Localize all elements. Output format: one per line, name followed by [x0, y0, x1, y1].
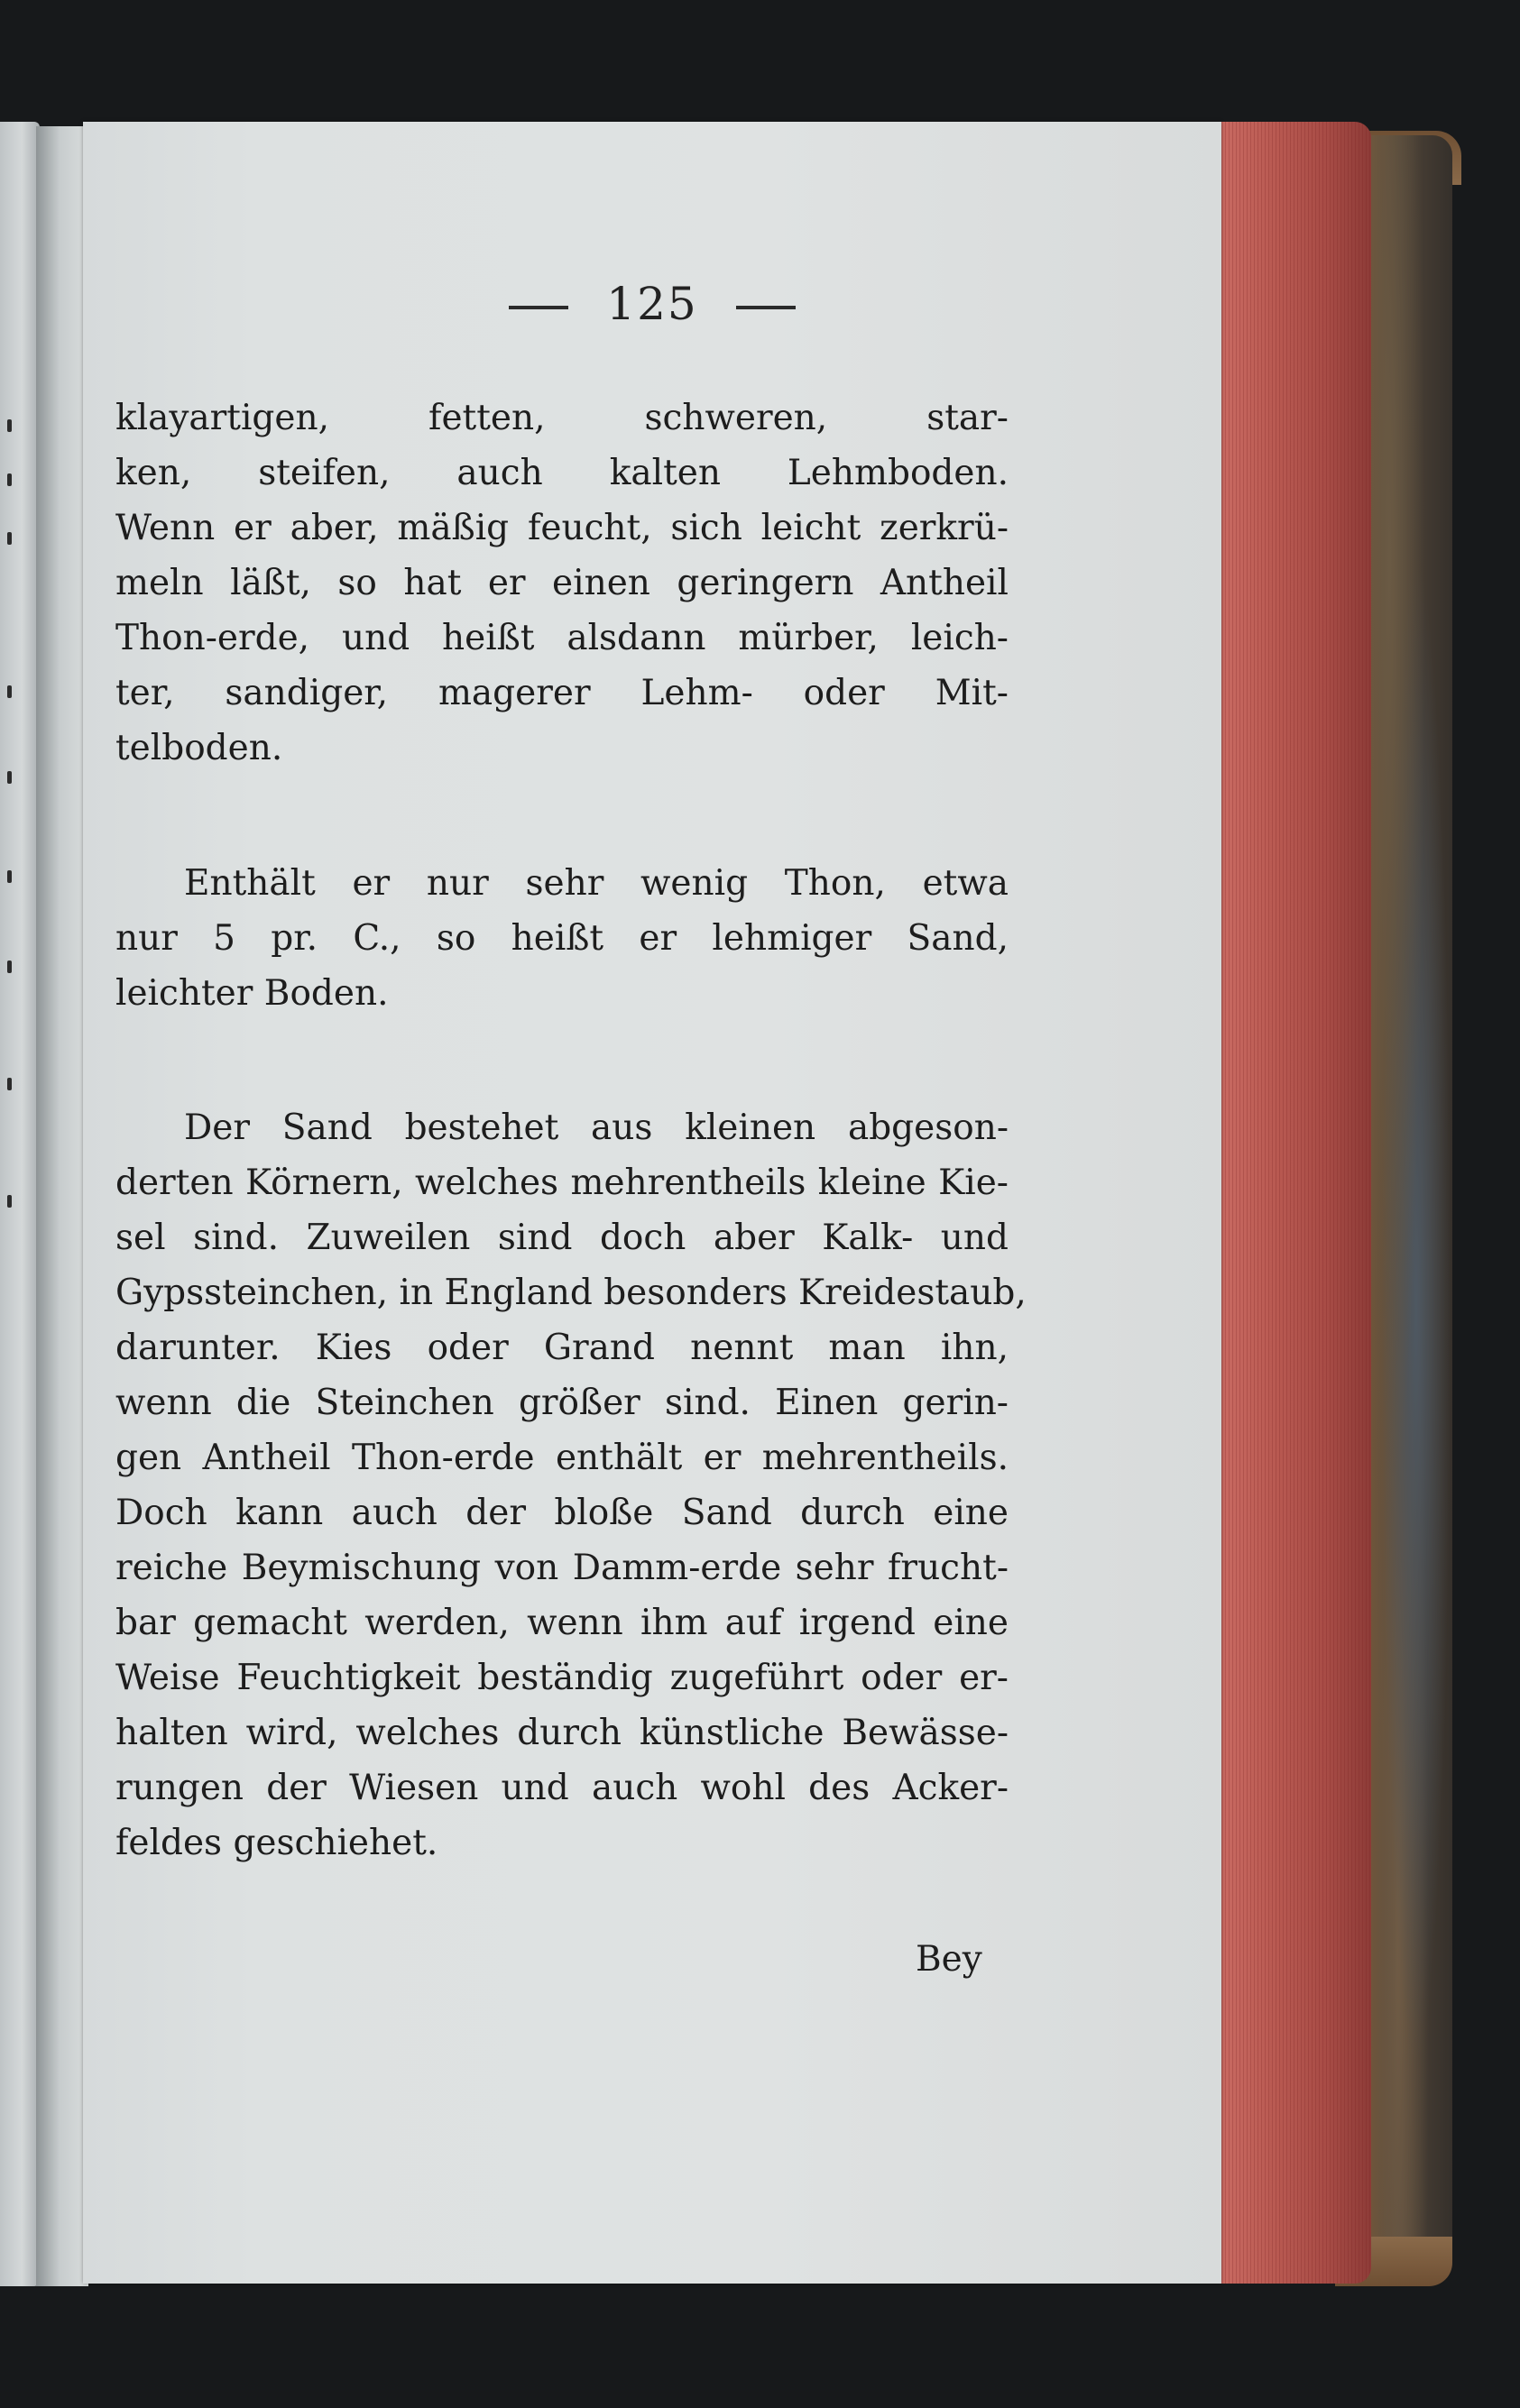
text-line: Gypssteinchen, in England besonders Kreidestaub, — [115, 1273, 1027, 1313]
ink-mark — [7, 419, 12, 432]
text-line: Thon-erde, und heißt alsdann mürber, leich- — [115, 618, 1009, 658]
previous-page-edge — [0, 122, 40, 2286]
text-line: klayartigen, fetten, schweren, star- — [115, 398, 1009, 438]
ink-mark — [7, 960, 12, 973]
red-page-edges — [1221, 122, 1371, 2284]
text-line: nur 5 pr. C., so heißt er lehmiger Sand, — [115, 918, 1009, 959]
text-line: feldes geschiehet. — [115, 1823, 438, 1863]
header-rule-right — [736, 306, 796, 309]
text-line: bar gemacht werden, wenn ihm auf irgend eine — [115, 1603, 1009, 1643]
text-line: telboden. — [115, 728, 283, 768]
text-line: Wenn er aber, mäßig feucht, sich leicht zerkrü- — [115, 508, 1009, 548]
header-rule-left — [509, 306, 568, 309]
text-line: ken, steifen, auch kalten Lehmboden. — [115, 453, 1009, 493]
text-line: rungen der Wiesen und auch wohl des Acker- — [115, 1768, 1009, 1808]
ink-mark — [7, 685, 12, 698]
catchword: Bey — [916, 1939, 982, 1980]
text-line: halten wird, welches durch künstliche Bewässe- — [115, 1713, 1009, 1753]
text-line: Doch kann auch der bloße Sand durch eine — [115, 1493, 1009, 1533]
page-header — [83, 278, 1221, 330]
text-line: Weise Feuchtigkeit beständig zugeführt oder er- — [115, 1658, 1009, 1698]
binding-gutter — [36, 126, 88, 2286]
ink-mark — [7, 1078, 12, 1090]
ink-mark — [7, 473, 12, 486]
text-line: meln läßt, so hat er einen geringern Antheil — [115, 563, 1009, 603]
marbled-cover — [1362, 135, 1452, 2273]
text-line: derten Körnern, welches mehrentheils kleine Kie- — [115, 1163, 1009, 1203]
text-line: leichter Boden. — [115, 973, 389, 1014]
ink-mark — [7, 1195, 12, 1208]
ink-mark — [7, 532, 12, 545]
text-line: Der Sand bestehet aus kleinen abgeson- — [184, 1107, 1009, 1148]
ink-mark — [7, 771, 12, 784]
page-number: 125 — [606, 278, 698, 330]
text-line: reiche Beymischung von Damm-erde sehr frucht- — [115, 1548, 1009, 1588]
text-line: darunter. Kies oder Grand nennt man ihn, — [115, 1328, 1009, 1368]
text-line: wenn die Steinchen größer sind. Einen gerin- — [115, 1383, 1009, 1423]
ink-mark — [7, 870, 12, 883]
text-line: ter, sandiger, magerer Lehm- oder Mit- — [115, 673, 1009, 713]
text-line: sel sind. Zuweilen sind doch aber Kalk- und — [115, 1218, 1009, 1258]
text-line: Enthält er nur sehr wenig Thon, etwa — [184, 863, 1009, 904]
text-line: gen Antheil Thon-erde enthält er mehrentheils. — [115, 1438, 1009, 1478]
